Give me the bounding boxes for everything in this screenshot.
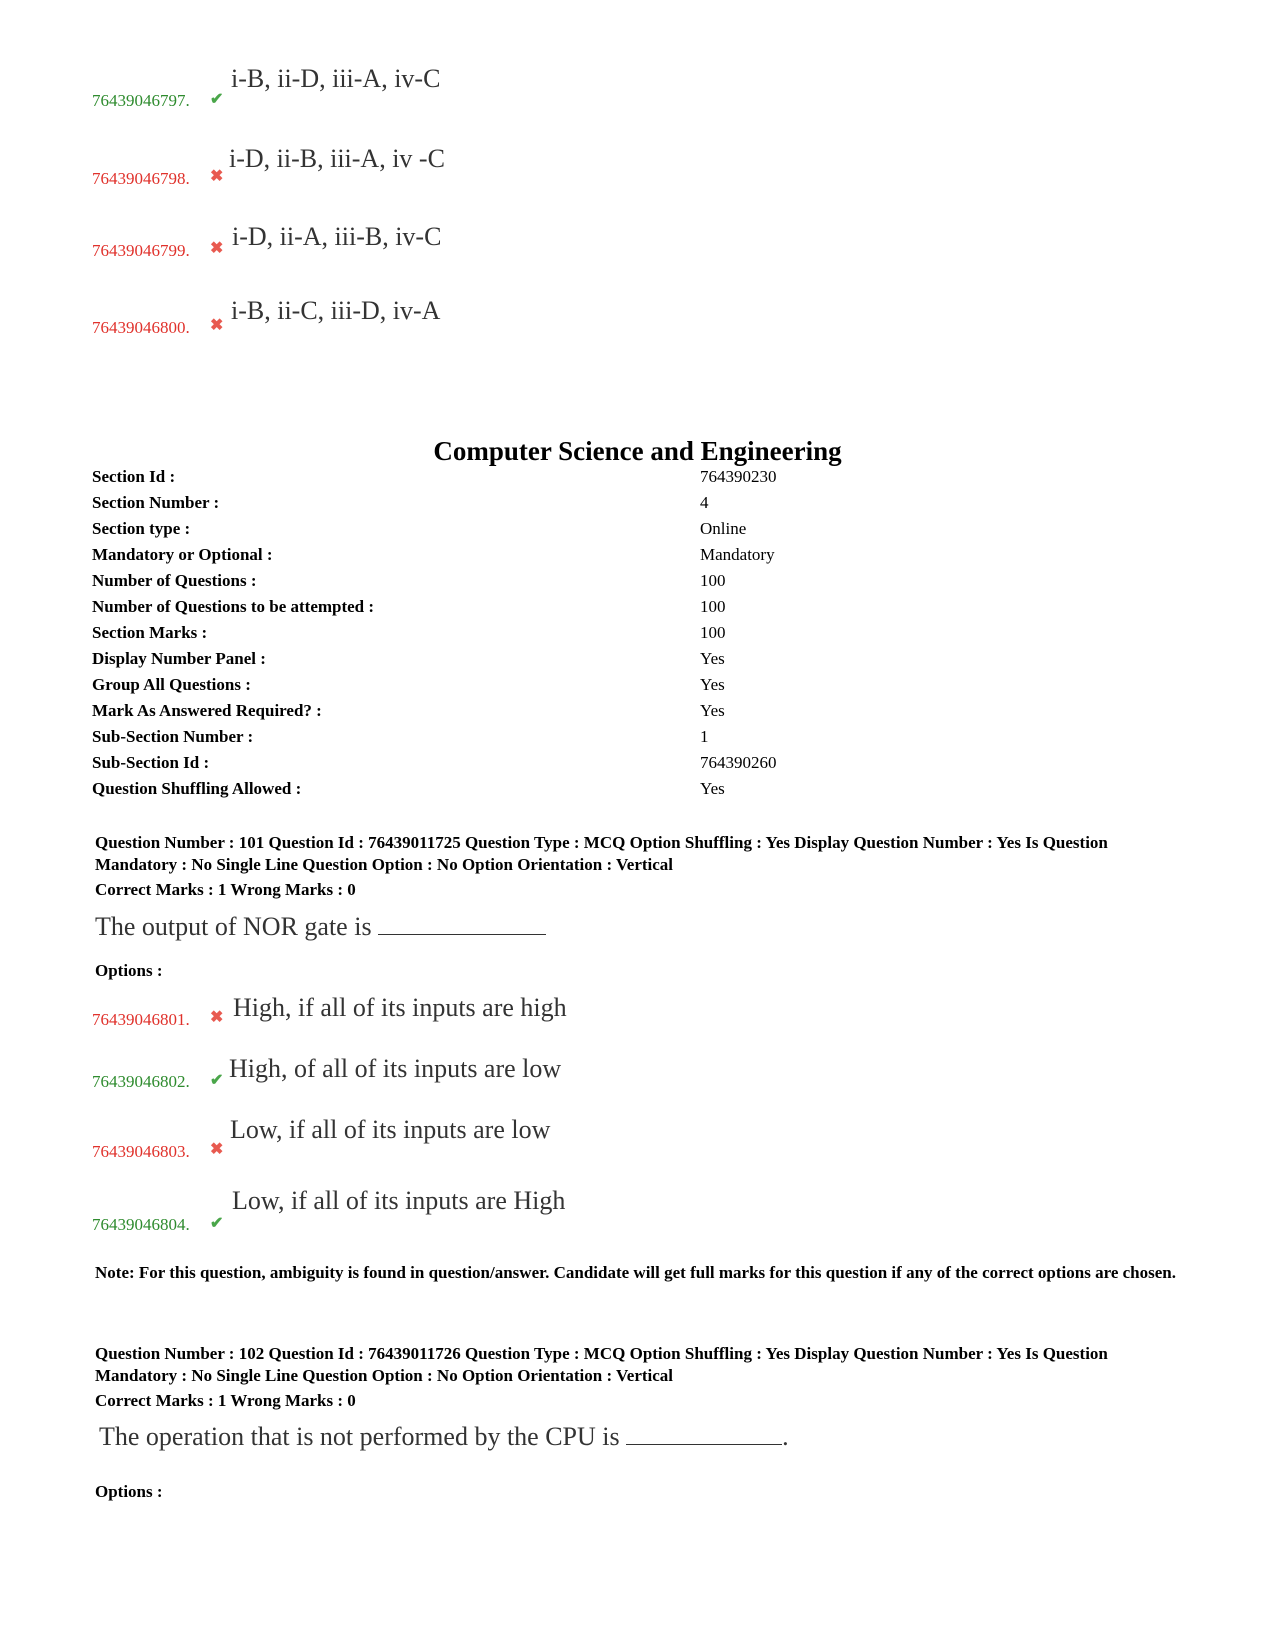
ambiguity-note: Note: For this question, ambiguity is found in question/answer. Candidate will get full marks for this question if any of the correct options are chosen. bbox=[95, 1263, 1176, 1282]
info-value: 100 bbox=[700, 571, 726, 590]
info-label: Display Number Panel : bbox=[92, 649, 266, 668]
question-text-content: The operation that is not performed by the CPU is bbox=[99, 1422, 620, 1451]
section-info-row bbox=[0, 779, 1275, 805]
info-label: Section Number : bbox=[92, 493, 220, 512]
section-info-row bbox=[0, 597, 1275, 623]
info-label: Section Id : bbox=[92, 467, 176, 486]
question-header: Question Number : 102 Question Id : 76439011726 Question Type : MCQ Option Shuffling : Yes Display Question Number : Yes Is Question Mandatory : No Single Line Question Option : No Option Orientation : Vertical bbox=[95, 1344, 1108, 1385]
info-label: Section Marks : bbox=[92, 623, 208, 642]
info-label: Group All Questions : bbox=[92, 675, 251, 694]
section-info-row bbox=[0, 519, 1275, 545]
info-label: Number of Questions : bbox=[92, 571, 257, 590]
info-value: Online bbox=[700, 519, 747, 538]
option-row bbox=[0, 294, 1275, 354]
option-row bbox=[0, 62, 1275, 122]
options-label: Options : bbox=[95, 1482, 163, 1501]
info-value: 4 bbox=[700, 493, 709, 512]
question-text bbox=[99, 1422, 789, 1452]
correct-check-icon: ✔ bbox=[210, 1072, 224, 1089]
option-id: 76439046801. bbox=[92, 1010, 190, 1029]
option-id: 76439046798. bbox=[92, 169, 190, 188]
answer-blank bbox=[378, 914, 546, 935]
section-title: Computer Science and Engineering bbox=[433, 436, 842, 466]
info-value: 764390230 bbox=[700, 467, 777, 486]
info-value: Yes bbox=[700, 675, 725, 694]
option-text: Low, if all of its inputs are High bbox=[232, 1186, 566, 1215]
option-id: 76439046797. bbox=[92, 91, 190, 110]
option-id: 76439046802. bbox=[92, 1072, 190, 1091]
question-text-content: The output of NOR gate is bbox=[95, 912, 372, 941]
section-info-row bbox=[0, 623, 1275, 649]
correct-check-icon: ✔ bbox=[210, 91, 224, 108]
correct-check-icon: ✔ bbox=[210, 1215, 224, 1232]
info-label: Mark As Answered Required? : bbox=[92, 701, 322, 720]
info-value: 764390260 bbox=[700, 753, 777, 772]
option-row bbox=[0, 1184, 1275, 1244]
info-label: Mandatory or Optional : bbox=[92, 545, 273, 564]
option-text: High, of all of its inputs are low bbox=[229, 1054, 562, 1083]
option-row bbox=[0, 142, 1275, 202]
section-info-row bbox=[0, 701, 1275, 727]
section-info-row bbox=[0, 649, 1275, 675]
option-text: Low, if all of its inputs are low bbox=[230, 1115, 551, 1144]
wrong-cross-icon: ✖ bbox=[210, 240, 224, 257]
option-row bbox=[0, 990, 1275, 1050]
options-label: Options : bbox=[95, 961, 163, 980]
option-text: High, if all of its inputs are high bbox=[233, 993, 567, 1022]
option-text: i-D, ii-A, iii-B, iv-C bbox=[232, 222, 442, 251]
section-info-row bbox=[0, 493, 1275, 519]
section-info-row bbox=[0, 571, 1275, 597]
info-label: Number of Questions to be attempted : bbox=[92, 597, 375, 616]
info-value: Yes bbox=[700, 779, 725, 798]
wrong-cross-icon: ✖ bbox=[210, 1141, 224, 1158]
wrong-cross-icon: ✖ bbox=[210, 168, 224, 185]
question-header: Question Number : 101 Question Id : 76439011725 Question Type : MCQ Option Shuffling : Yes Display Question Number : Yes Is Question Mandatory : No Single Line Question Option : No Option Orientation : Vertical bbox=[95, 833, 1108, 874]
info-label: Sub-Section Id : bbox=[92, 753, 210, 772]
option-id: 76439046800. bbox=[92, 318, 190, 337]
info-label: Question Shuffling Allowed : bbox=[92, 779, 302, 798]
section-info-row bbox=[0, 467, 1275, 493]
wrong-cross-icon: ✖ bbox=[210, 317, 224, 334]
section-info-row bbox=[0, 545, 1275, 571]
info-value: Yes bbox=[700, 649, 725, 668]
option-id: 76439046804. bbox=[92, 1215, 190, 1234]
option-row bbox=[0, 1112, 1275, 1172]
option-row bbox=[0, 1053, 1275, 1113]
wrong-cross-icon: ✖ bbox=[210, 1009, 224, 1026]
question-text bbox=[95, 912, 546, 942]
section-info-row bbox=[0, 727, 1275, 753]
option-text: i-B, ii-D, iii-A, iv-C bbox=[231, 64, 441, 93]
info-label: Section type : bbox=[92, 519, 191, 538]
option-text: i-D, ii-B, iii-A, iv -C bbox=[229, 144, 445, 173]
info-label: Sub-Section Number : bbox=[92, 727, 254, 746]
option-row bbox=[0, 220, 1275, 280]
question-marks: Correct Marks : 1 Wrong Marks : 0 bbox=[95, 880, 356, 899]
option-id: 76439046803. bbox=[92, 1142, 190, 1161]
option-text: i-B, ii-C, iii-D, iv-A bbox=[231, 296, 441, 325]
section-info-row bbox=[0, 753, 1275, 779]
section-info-row bbox=[0, 675, 1275, 701]
info-value: 100 bbox=[700, 597, 726, 616]
info-value: 100 bbox=[700, 623, 726, 642]
question-marks: Correct Marks : 1 Wrong Marks : 0 bbox=[95, 1391, 356, 1410]
info-value: 1 bbox=[700, 727, 709, 746]
info-value: Mandatory bbox=[700, 545, 775, 564]
question-text-end: . bbox=[782, 1422, 789, 1451]
answer-blank bbox=[626, 1424, 782, 1445]
info-value: Yes bbox=[700, 701, 725, 720]
option-id: 76439046799. bbox=[92, 241, 190, 260]
